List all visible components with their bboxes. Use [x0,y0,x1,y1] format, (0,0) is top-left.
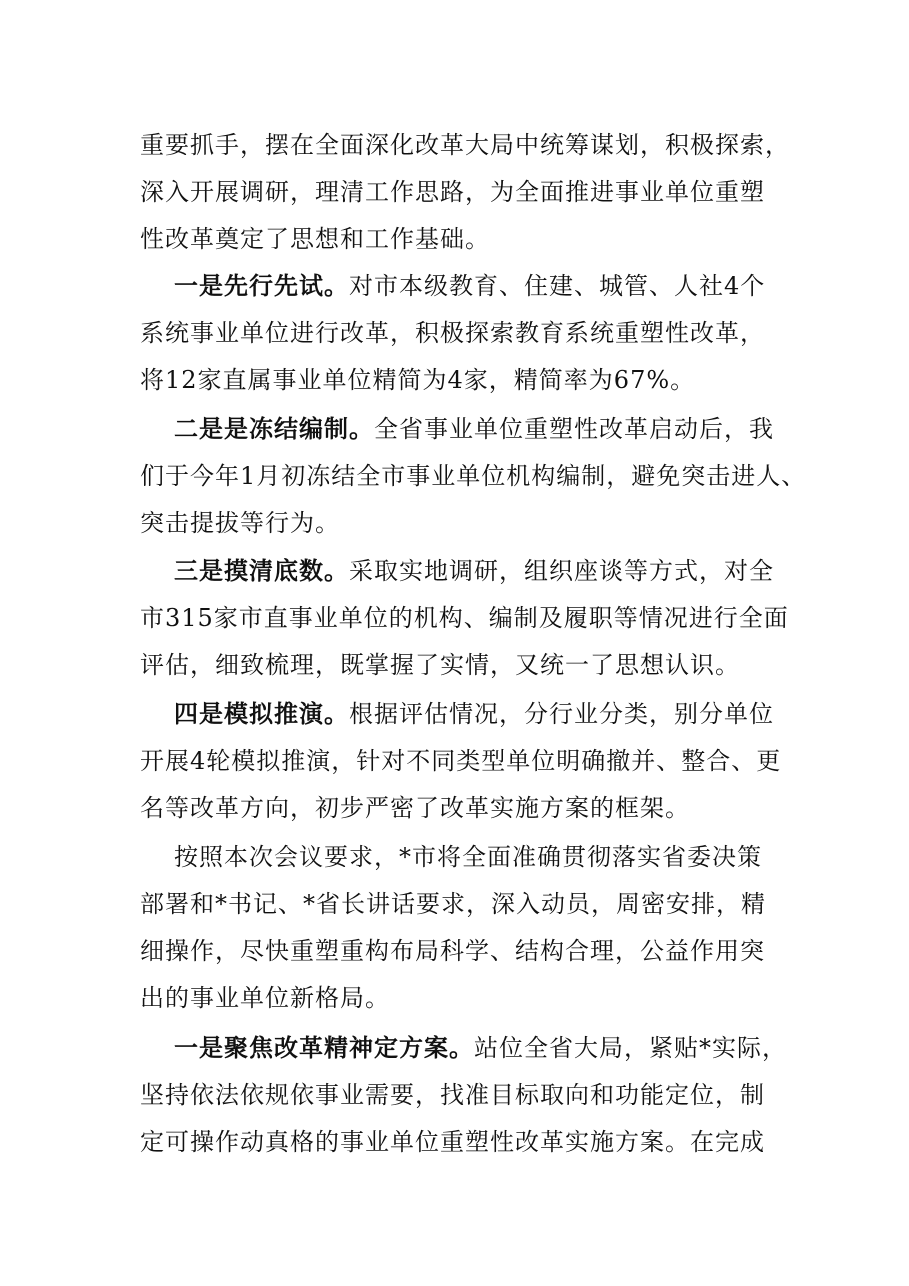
closing-line-2: 部署和*书记、*省长讲话要求，深入动员，周密安排，精 [140,890,766,918]
item-4-text: 根据评估情况，分行业分类，别分单位 [349,700,774,728]
item-2-first-line [174,409,774,449]
item-3-line-2: 市315家市直事业单位的机构、编制及履职等情况进行全面 [140,604,789,632]
item-2-line-3: 突击提拔等行为。 [140,509,340,537]
closing-line-4: 出的事业单位新格局。 [140,984,390,1012]
closing-line-3: 细操作，尽快重塑重构布局科学、结构合理，公益作用突 [140,937,765,965]
plan-line-3: 定可操作动真格的事业单位重塑性改革实施方案。在完成 [140,1128,765,1156]
plan-first-line [174,1028,787,1068]
plan-text: 站位全省大局，紧贴*实际， [474,1034,787,1062]
item-1-heading: 一是先行先试。 [174,271,349,300]
item-3-text: 采取实地调研，组织座谈等方式，对全 [349,557,774,585]
item-1-first-line [174,266,765,306]
item-1-text: 对市本级教育、住建、城管、人社4个 [349,272,766,300]
item-1-line-3: 将12家直属事业单位精简为4家，精简率为67%。 [140,366,696,394]
item-2-line-2: 们于今年1月初冻结全市事业单位机构编制，避免突击进人、 [140,462,807,490]
item-3-first-line [174,551,774,591]
item-3-heading: 三是摸清底数。 [174,556,349,585]
item-4-line-3: 名等改革方向，初步严密了改革实施方案的框架。 [140,794,690,822]
item-4-first-line [174,694,774,734]
closing-line-1: 按照本次会议要求，*市将全面准确贯彻落实省委决策 [174,843,762,871]
plan-heading: 一是聚焦改革精神定方案。 [174,1033,474,1062]
intro-line-2: 深入开展调研，理清工作思路，为全面推进事业单位重塑 [140,178,765,206]
item-4-line-2: 开展4轮模拟推演，针对不同类型单位明确撤并、整合、更 [140,747,782,775]
item-1-line-2: 系统事业单位进行改革，积极探索教育系统重塑性改革， [140,319,765,347]
item-3-line-3: 评估，细致梳理，既掌握了实情，又统一了思想认识。 [140,651,740,679]
intro-line-3: 性改革奠定了思想和工作基础。 [140,225,490,253]
item-4-heading: 四是模拟推演。 [174,699,349,728]
item-2-text: 全省事业单位重塑性改革启动后，我 [374,415,774,443]
item-2-heading: 二是是冻结编制。 [174,414,374,443]
intro-line-1: 重要抓手，摆在全面深化改革大局中统筹谋划，积极探索， [140,131,790,159]
plan-line-2: 坚持依法依规依事业需要，找准目标取向和功能定位，制 [140,1081,765,1109]
